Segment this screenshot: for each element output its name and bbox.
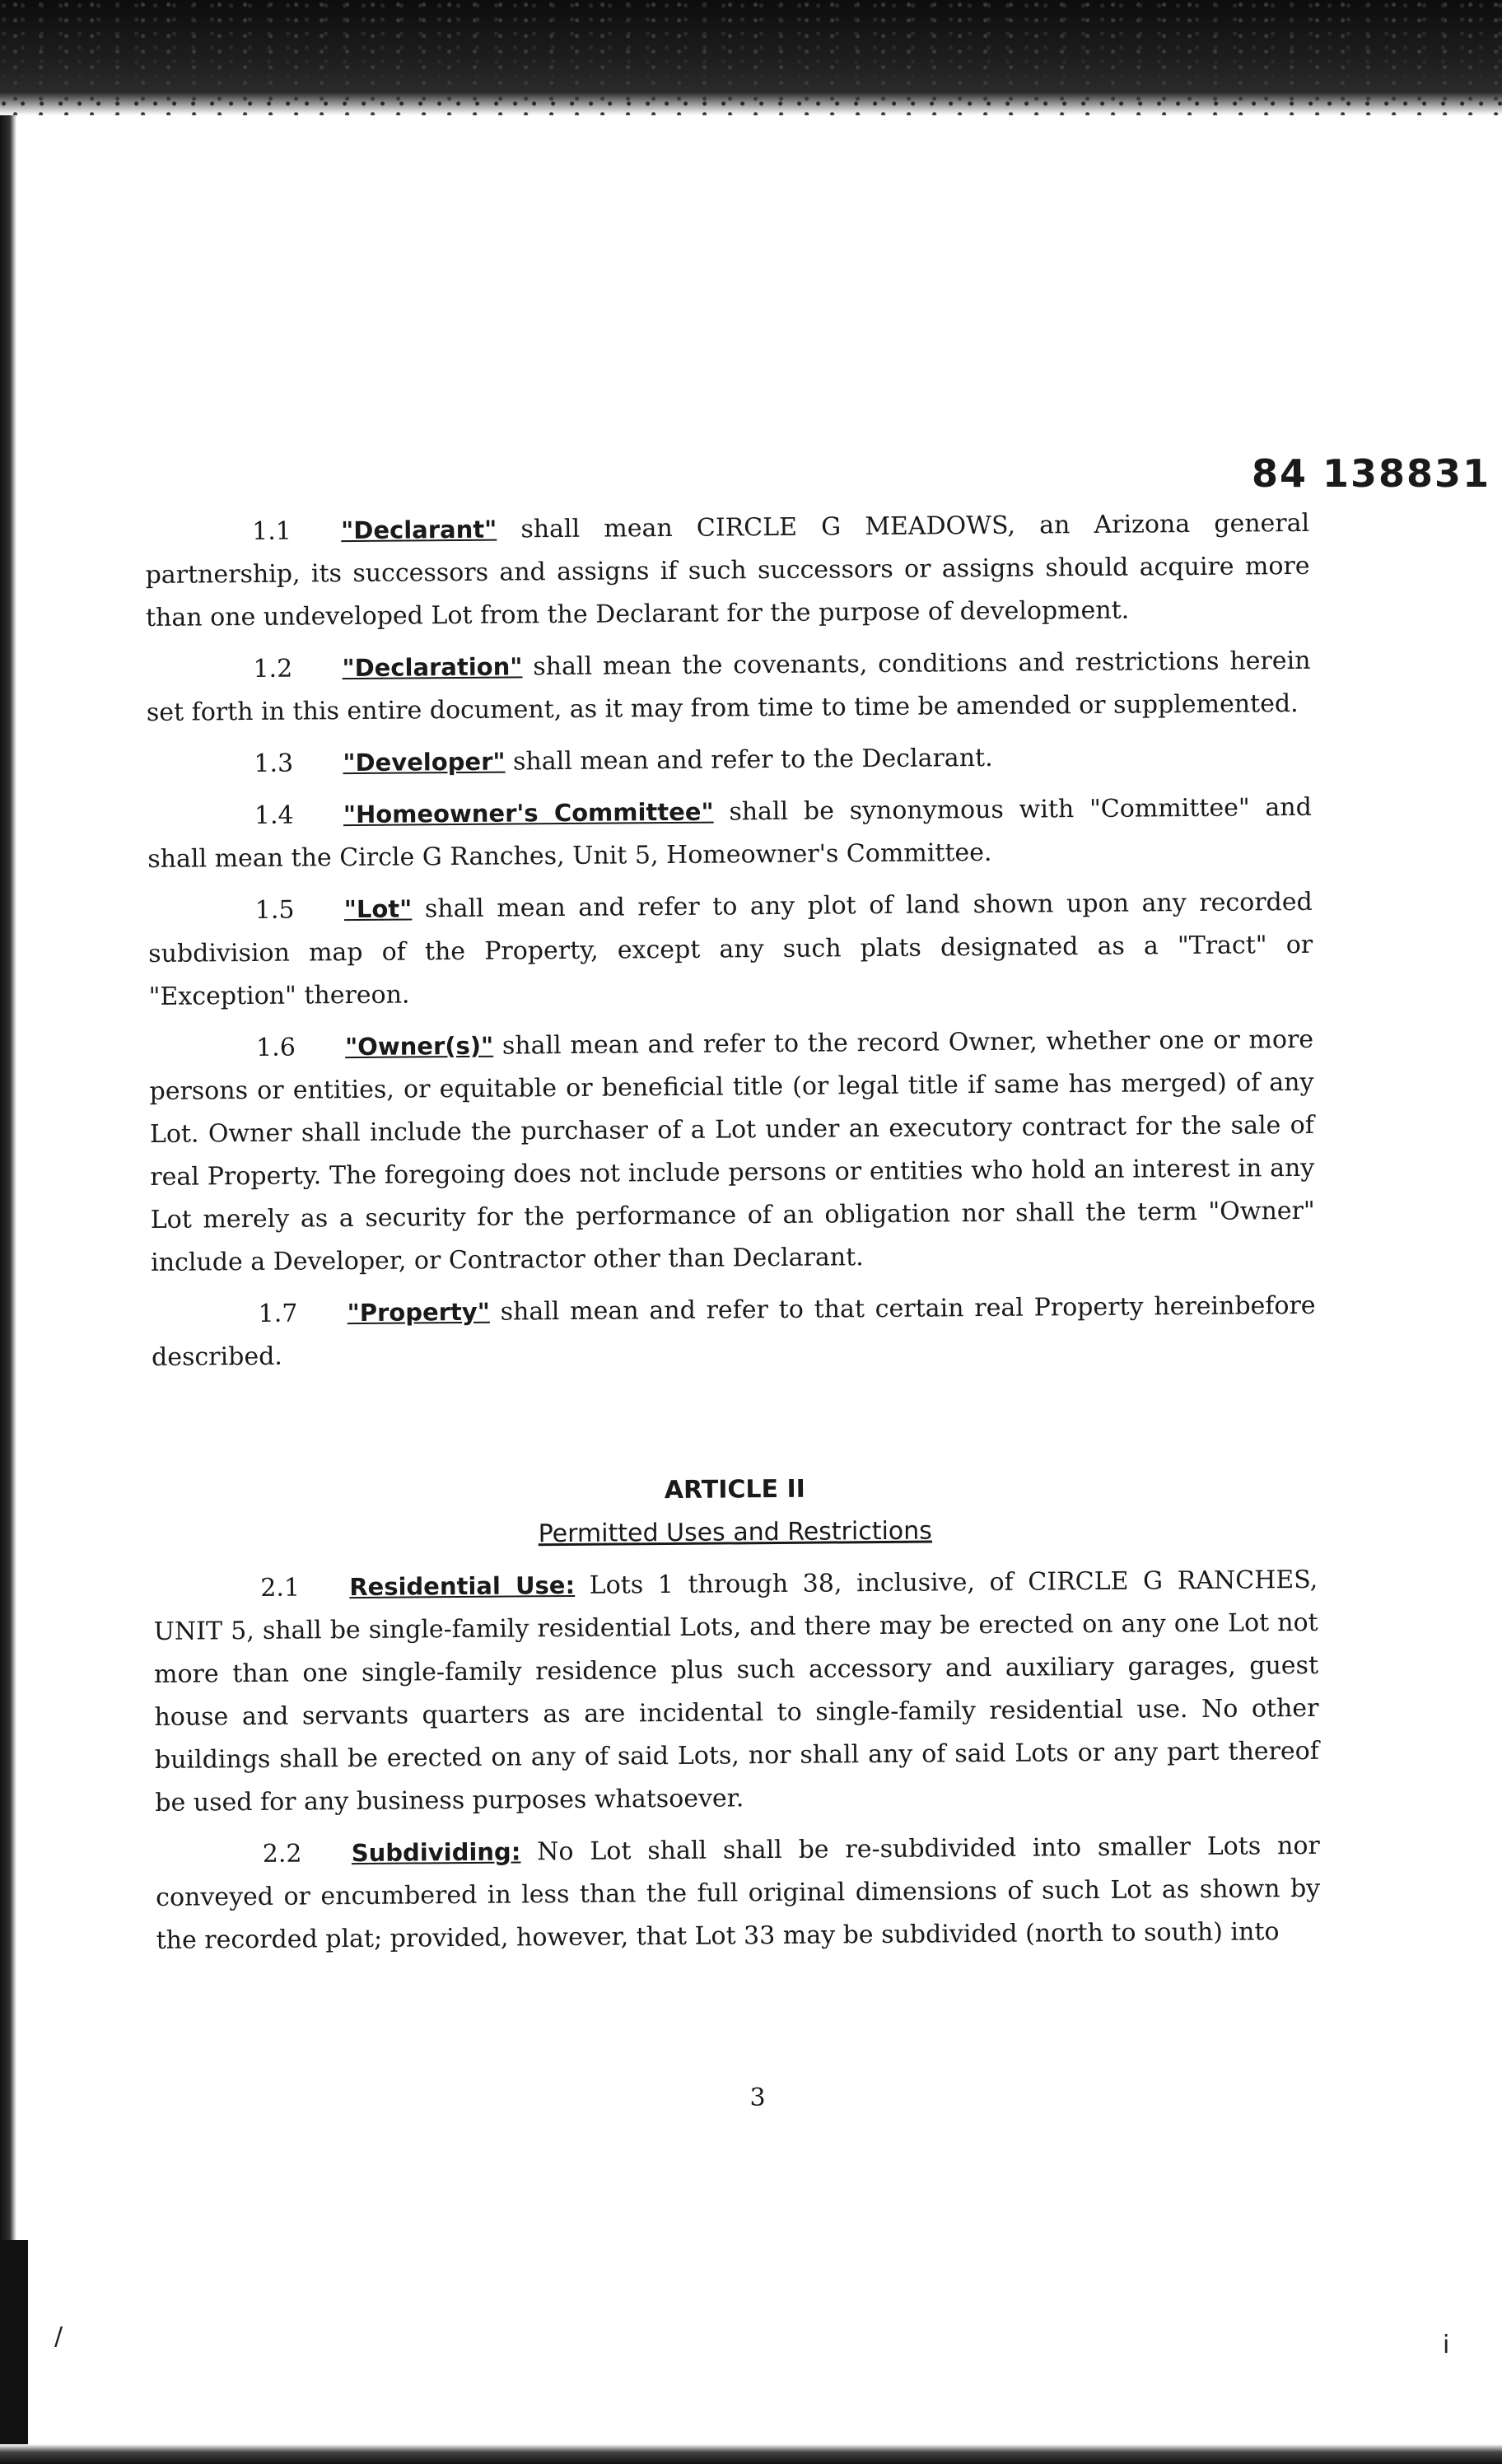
defined-term: "Property": [347, 1297, 490, 1328]
defined-term: "Declaration": [342, 652, 523, 683]
section-number: 1.6: [255, 1033, 296, 1062]
section-title: Subdividing:: [351, 1837, 521, 1868]
definition-1-1: [145, 502, 1310, 640]
definition-1-5: [148, 880, 1313, 1019]
document-number: 84 138831: [1252, 451, 1491, 496]
section-number: 1.4: [254, 800, 294, 830]
page-number: 3: [749, 2084, 766, 2112]
defined-term: "Homeowner's Committee": [343, 797, 714, 829]
section-2-2: [156, 1824, 1321, 1962]
defined-term: "Declarant": [341, 515, 497, 545]
section-number: 1.3: [254, 749, 294, 778]
definition-text: shall mean and refer to the Declarant.: [505, 743, 993, 777]
section-text: Lots 1 through 38, inclusive, of CIRCLE G RANCHES, UNIT 5, shall be single-family residential Lots, and there may be erected on any one Lot not more than one single-family residence plus such accessory and auxiliary garages, guest house and servants quarters as are incidental to single-family residential use. No other buildings shall be erected on any of said Lots, nor shall any of said Lots or any part thereof be used for any business purposes whatsoever.: [153, 1565, 1320, 1818]
defined-term: "Owner(s)": [344, 1031, 494, 1062]
definition-text: shall mean and refer to the record Owner, whether one or more persons or entities, or equitable or beneficial title (or legal title if same has merged) of any Lot. Owner shall include the purchaser of a Lot under an executory contract for the sale of real Property. The foregoing does not include persons or entities who hold an interest in any Lot merely as a security for the performance of an obligation nor shall the term "Owner" include a Developer, or Contractor other than Declarant.: [149, 1024, 1315, 1277]
scan-border-left: [0, 115, 16, 2464]
definition-text: shall mean CIRCLE G MEADOWS, an Arizona general partnership, its successors and assigns if such successors or assigns should acquire more than one undeveloped Lot from the Declarant for the purpose of development.: [145, 508, 1310, 632]
section-number: 2.1: [260, 1573, 301, 1603]
section-text: No Lot shall shall be re-subdivided into smaller Lots nor conveyed or encumbered in less than the full original dimensions of such Lot as shown by the recorded plat; provided, however, that Lot 33 may be subdivided (north to south) into: [156, 1831, 1321, 1955]
article-heading: ARTICLE II: [664, 1474, 805, 1505]
scan-mark: i: [1443, 2331, 1450, 2359]
section-number: 1.5: [254, 895, 295, 925]
definition-text: shall mean and refer to any plot of land shown upon any recorded subdivision map of the Property, except any such plats designated as a "Tract" or "Exception" thereon.: [148, 887, 1313, 1011]
scan-border-bottom: [0, 2444, 1502, 2464]
definition-text: shall be synonymous with "Committee" and shall mean the Circle G Ranches, Unit 5, Homeowner's Committee.: [147, 792, 1313, 874]
scan-mark: /: [54, 2322, 63, 2351]
spacer: [152, 1379, 1317, 1473]
definition-1-7: [151, 1284, 1316, 1379]
section-number: 2.2: [262, 1839, 302, 1869]
defined-term: "Developer": [343, 747, 506, 777]
section-title: Residential Use:: [349, 1570, 576, 1602]
document-body: [145, 502, 1321, 1971]
defined-term: "Lot": [343, 894, 413, 924]
definition-1-4: [147, 786, 1313, 881]
article-subheading: Permitted Uses and Restrictions: [538, 1516, 932, 1549]
definition-text: shall mean and refer to that certain real Property hereinbefore described.: [151, 1290, 1316, 1372]
definition-1-6: [149, 1018, 1315, 1285]
definition-1-2: [146, 639, 1311, 735]
section-number: 1.1: [252, 516, 292, 546]
scan-border-left-dark: [0, 2240, 28, 2464]
section-2-1: [153, 1558, 1319, 1825]
section-number: 1.7: [258, 1299, 298, 1328]
section-number: 1.2: [253, 654, 293, 684]
definition-1-3: [147, 734, 1311, 786]
scan-border-top: [0, 0, 1502, 115]
definition-text: shall mean the covenants, conditions and restrictions herein set forth in this entire document, as it may from time to time be amended or supplemented.: [146, 646, 1311, 727]
